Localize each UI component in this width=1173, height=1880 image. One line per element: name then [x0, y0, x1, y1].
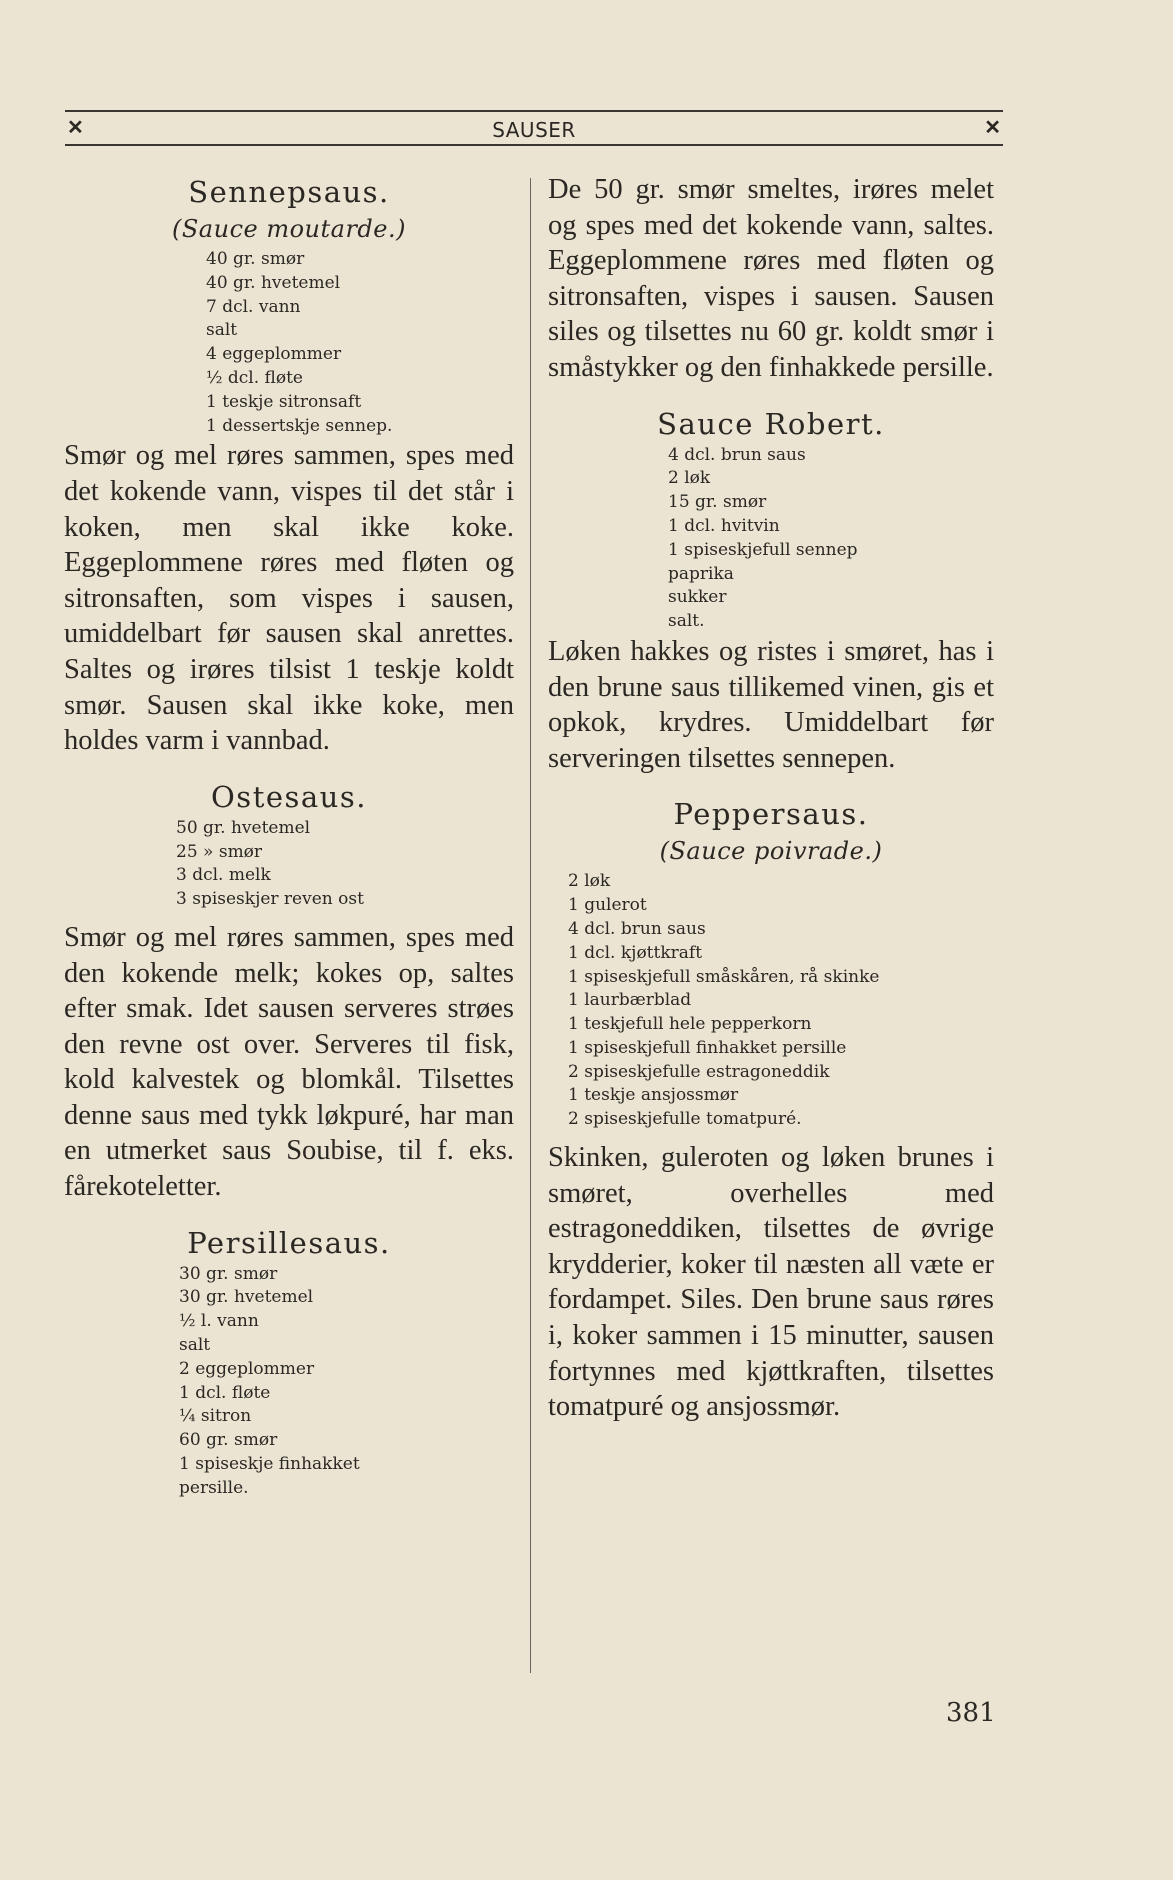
ingredient: 4 dcl. brun saus [568, 918, 706, 939]
ingredient: sukker [668, 587, 727, 608]
ingredient: 2 løk [668, 468, 711, 489]
ingredient: 30 gr. hvetemel [179, 1287, 314, 1308]
right-column [548, 172, 994, 1425]
recipe-sauce-robert [548, 404, 994, 777]
recipe-title: Sauce Robert. [657, 406, 885, 441]
page-number: 381 [946, 1698, 996, 1728]
recipe-title: Persillesaus. [187, 1225, 391, 1260]
ingredient: 1 dcl. fløte [179, 1382, 271, 1403]
ingredient: 1 teskje ansjossmør [568, 1085, 739, 1106]
ingredient: 3 spiseskjer reven ost [176, 889, 364, 910]
ingredient: 2 løk [568, 871, 611, 892]
ingredient: 60 gr. smør [179, 1430, 278, 1451]
recipe-instructions: Skinken, guleroten og løken brunes i smøret, overhelles med estragoneddiken, tilsettes de øvrige krydderier, koker til næsten all væte er fordampet. Siles. Den brune saus røres i, koker sammen i 15 minutter, sausen fortynnes med kjøttkraften, tilsettes tomatpuré og ansjossmør. [548, 1142, 994, 1423]
ingredient: salt [206, 320, 238, 341]
recipe-subtitle: (Sauce poivrade.) [659, 837, 883, 866]
ingredient: 30 gr. smør [179, 1263, 278, 1284]
ingredient: 1 spiseskjefull småskåren, rå skinke [568, 966, 880, 987]
ingredient: 1 dcl. hvitvin [668, 515, 780, 536]
recipe-instructions: Løken hakkes og ristes i smøret, has i den brune saus tillikemed vinen, gis et opkok, krydres. Umiddelbart før serveringen tilsettes sennepen. [548, 635, 994, 774]
ingredient: persille. [179, 1477, 249, 1498]
recipe-subtitle: (Sauce moutarde.) [172, 215, 406, 243]
ingredient: 4 eggeplommer [206, 344, 342, 365]
ingredient: 7 dcl. vann [206, 296, 301, 317]
recipe-ostesaus [64, 777, 514, 1205]
ingredient-list [206, 248, 514, 438]
header-left-mark: ✕ [67, 115, 84, 139]
ingredient: ½ dcl. fløte [206, 367, 303, 388]
ingredient: 3 dcl. melk [176, 865, 271, 886]
ingredient: 40 gr. hvetemel [206, 272, 341, 293]
recipe-sennepsaus [64, 172, 514, 759]
recipe-title: Sennepsaus. [188, 175, 390, 209]
ingredient: ¼ sitron [179, 1406, 252, 1427]
ingredient: salt. [668, 611, 705, 632]
ingredient: 1 laurbærblad [568, 990, 692, 1011]
recipe-title: Ostesaus. [211, 779, 367, 814]
ingredient: 40 gr. smør [206, 249, 305, 269]
header-title: SAUSER [492, 118, 576, 142]
ingredient: 2 eggeplommer [179, 1358, 315, 1379]
ingredient-list [668, 444, 994, 634]
ingredient: 2 spiseskjefulle estragoneddik [568, 1061, 830, 1082]
ingredient: 25 » smør [176, 841, 263, 862]
recipe-peppersaus [548, 794, 994, 1425]
ingredient: 1 gulerot [568, 895, 647, 916]
ingredient: 1 dessertskje sennep. [206, 415, 393, 436]
running-header [65, 110, 1003, 146]
ingredient: 1 teskje sitronsaft [206, 391, 362, 412]
ingredient: salt [179, 1335, 211, 1356]
ingredient: 1 dcl. kjøttkraft [568, 942, 703, 963]
persillesaus-instructions: De 50 gr. smør smeltes, irøres melet og spes med det kokende vann, saltes. Eggeplommene røres med fløten og sitronsaften, vispes i sausen. Sausen siles og tilsettes nu 60 gr. koldt smør i småstykker og den finhakkede persille. [548, 174, 994, 383]
ingredient: 1 spiseskje finhakket [179, 1454, 360, 1475]
left-column [64, 172, 514, 1501]
recipe-instructions: Smør og mel røres sammen, spes med den kokende melk; kokes op, saltes efter smak. Idet sausen serveres strøes den revne ost over. Serveres til fisk, kold kalvestek og blomkål. Tilsettes denne saus med tykk løkpuré, har man en utmerket saus Soubise, til f. eks. fårekoteletter. [64, 921, 514, 1203]
ingredient: 1 spiseskjefull finhakket persille [568, 1037, 847, 1058]
ingredient: 50 gr. hvetemel [176, 817, 311, 838]
ingredient: 4 dcl. brun saus [668, 444, 806, 465]
ingredient-list [176, 817, 514, 912]
ingredient: 1 teskjefull hele pepperkorn [568, 1014, 812, 1035]
recipe-persillesaus [64, 1223, 514, 1501]
header-right-mark: ✕ [984, 115, 1001, 139]
recipe-instructions: Smør og mel røres sammen, spes med det kokende vann, vispes til det står i koken, men skal ikke koke. Eggeplommene røres med fløten og sitronsaften, som vispes i sausen, umiddelbart før sausen skal anrettes. Saltes og irøres tilsist 1 teskje koldt smør. Sausen skal ikke koke, men holdes varm i vannbad. [64, 440, 514, 757]
ingredient-list [179, 1263, 514, 1501]
header-rule-bottom [65, 144, 1003, 146]
ingredient: 1 spiseskjefull sennep [668, 539, 858, 560]
ingredient: ½ l. vann [179, 1311, 259, 1332]
ingredient: paprika [668, 563, 734, 584]
ingredient: 15 gr. smør [668, 492, 767, 513]
ingredient: 2 spiseskjefulle tomatpuré. [568, 1109, 802, 1130]
column-divider [530, 178, 531, 1673]
header-rule-top [65, 110, 1003, 112]
recipe-title: Peppersaus. [673, 797, 869, 832]
ingredient-list [568, 870, 994, 1132]
